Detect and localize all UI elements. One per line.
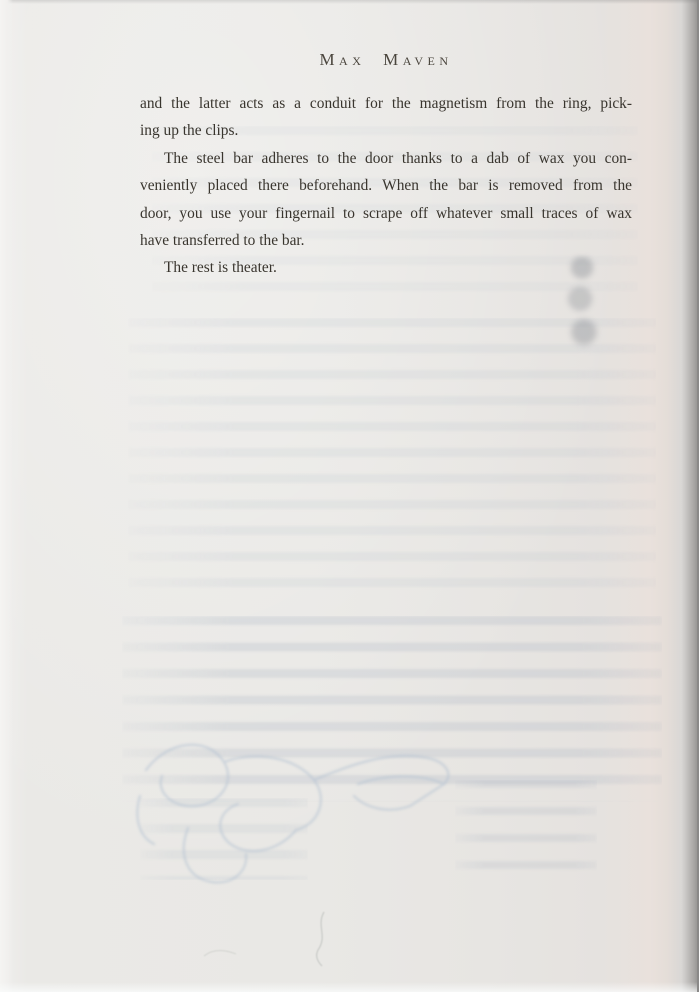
bleedthrough-illustration-ghost — [128, 732, 473, 900]
text-line: have transferred to the bar. — [140, 231, 305, 249]
page-edge-bottom — [0, 982, 699, 992]
text-line: The steel bar adheres to the door thanks to a dab of wax you con- — [164, 149, 632, 167]
text-line: The rest is theater. — [164, 259, 277, 277]
bleedthrough-text-ghost-right-column — [455, 780, 597, 888]
text-line: and the latter acts as a conduit for the magnetism from the ring, pick- — [140, 95, 632, 112]
body-text — [140, 90, 632, 282]
text-line: veniently placed there beforehand. When the bar is removed from the — [140, 177, 632, 195]
text-line: door, you use your fingernail to scrape off whatever small traces of wax — [140, 204, 632, 222]
bleedthrough-text-ghost-middle — [128, 318, 656, 590]
running-header: Max Maven — [319, 50, 453, 69]
page-edge-left — [0, 0, 13, 992]
pencil-mark — [200, 940, 240, 964]
pencil-mark — [306, 908, 336, 968]
text-line: ing up the clips. — [140, 122, 239, 140]
